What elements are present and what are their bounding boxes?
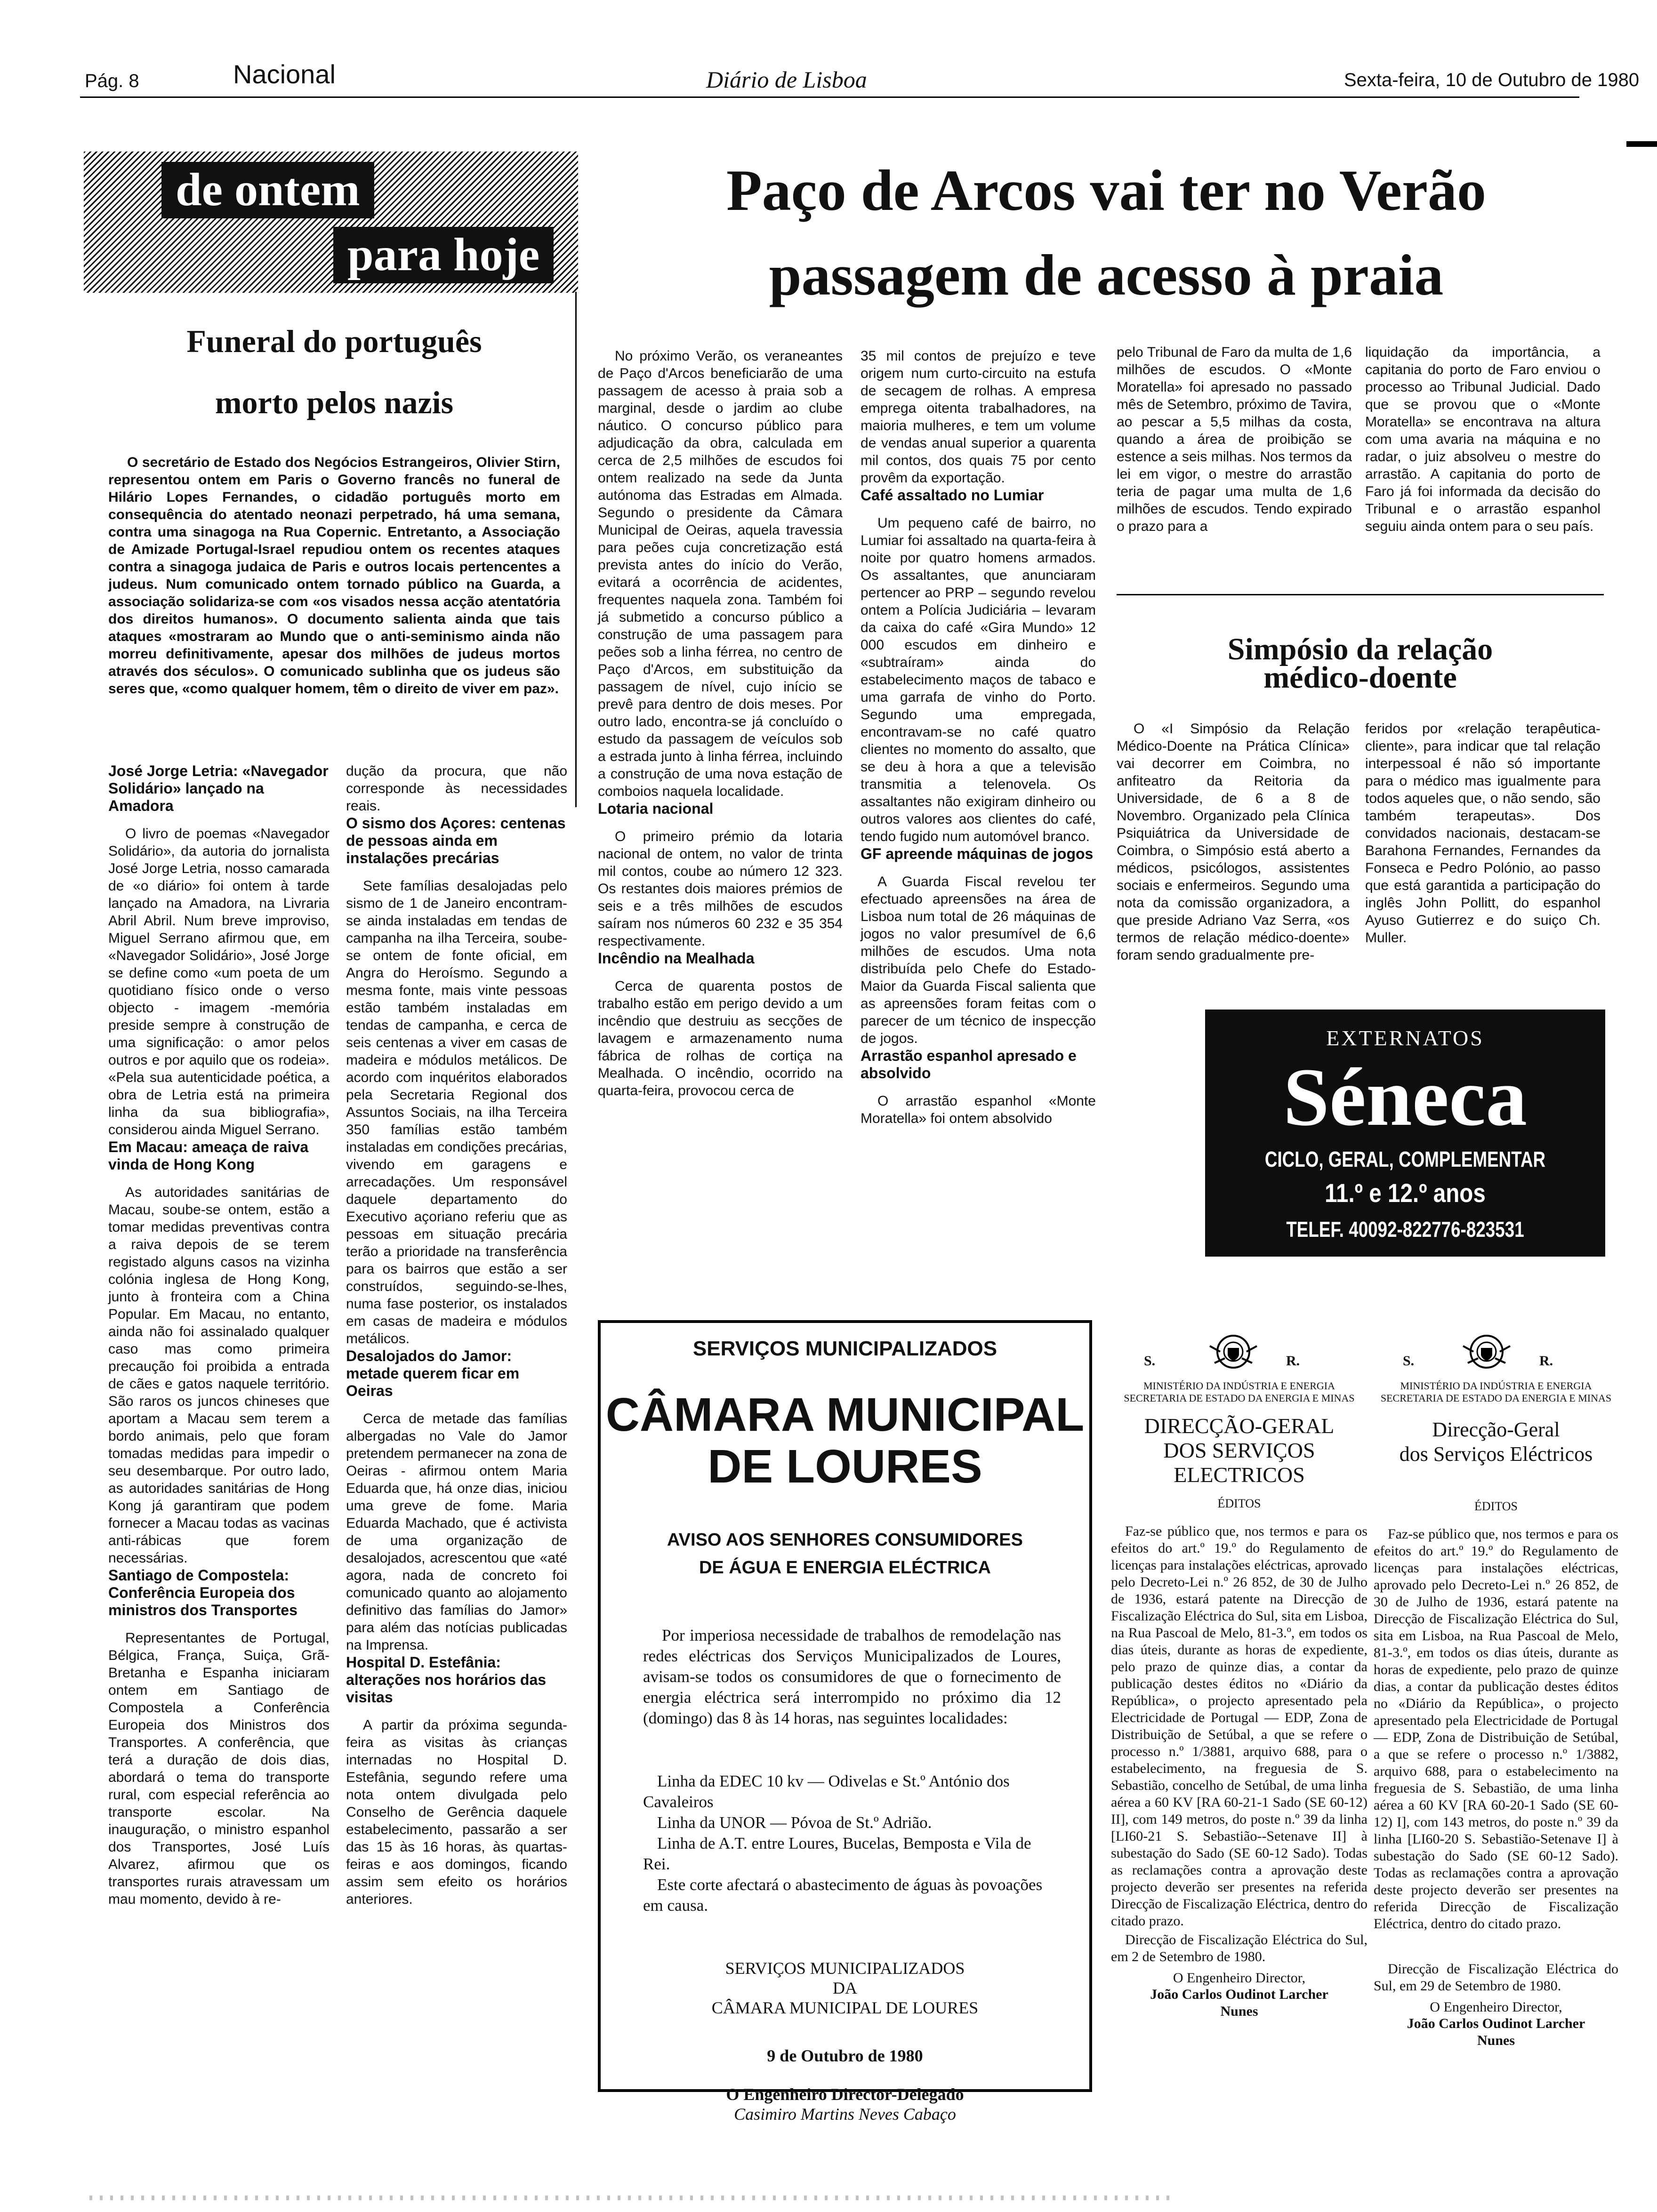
margin-mark [1626,141,1657,147]
loures-aviso1: AVISO AOS SENHORES CONSUMIDORES [667,1530,1023,1550]
edital-min1: MINISTÉRIO DA INDÚSTRIA E ENERGIA [1400,1380,1592,1392]
seneca-l2: Séneca [1283,1051,1528,1143]
article [598,347,843,800]
lead-title2: passagem de acesso à praia [769,243,1444,307]
article-headline: Desalojados do Jamor: metade querem ficar em Oeiras [346,1347,520,1399]
article [108,1138,330,1567]
loures-name: Casimiro Martins Neves Cabaço [734,2105,956,2124]
header-rule [80,96,1579,98]
simposio-title1: Simpósio da relação [1227,632,1493,666]
article-body: A Guarda Fiscal revelou ter efectuado apreensões na área de Lisboa num total de 26 máquinas de jogos no valor presumível de 6,6 milhões de escudos. Uma nota distribuída pelo Chefe do Estado-Maior da Guarda Fiscal salienta que as apreensões foram feitas com o parecer de um técnico de inspecção de jogos. [861,874,1096,1046]
edital-r: R. [1286,1353,1300,1369]
simposio-title2: médico-doente [1263,660,1457,695]
edital-body: Faz-se público que, nos termos e para os efeitos do art.º 19.º do Regulamento de licenças para instalações eléctricas, aprovado pelo Decreto-Lei n.º 26 852, de 30 de Julho de 1936, estará patente na Direcção de Fiscalização Eléctrica do Sul, sita em Lisboa, na Rua Pascoal de Melo, 81-3.º, em todos os dias úteis, durante as horas de expediente, pelo prazo de quinze dias, a contar da publicação destes éditos no «Diário da República», o projecto apresentado pela Electricidade de Portugal — EDP, Zona de Distribuição de Setúbal, a que se refere o processo n.º 1/3881, arquivo 688, para o estabelecimento, na freguesia de S. Sebastião, concelho de Setúbal, de uma linha aérea a 60 KV [RA 60-21-1 Sado (SE 60-12) II], com 149 metros, do poste n.º 39 da linha [LI60-21 S. Sebastião--Setenave II] à subestação do Sado (SE 60-12 Sado). Todas as reclamações contra a aprovação deste projecto deverão ser presentes na referida Direcção de Fiscalização Eléctrica, dentro do citado prazo. [1111,1523,1367,1929]
column-1 [108,762,330,1908]
loures-sig1: SERVIÇOS MUNICIPALIZADOS [725,1959,965,1978]
scan-edge [89,2196,1172,2200]
column-2 [346,762,567,1908]
edital-t3: ELECTRICOS [1174,1463,1305,1487]
loures-date: 9 de Outubro de 1980 [767,2046,923,2065]
article-body: O primeiro prémio da lotaria nacional de ontem, no valor de trinta mil contos, coube ao número 12 323. Os restantes dois maiores prémios de seis e a três milhões de escudos saíram nos números 60 232 e 35 354 respectivamente. [598,829,843,949]
column-6-top: liquidação da importância, a capitania do porto de Faro enviou o processo ao Tribunal Judicial. Dado que se provou que o «Monte Moratella» se encontrava na altura com uma avaria na máquina e no radar, o juiz absolveu o mestre do arrastão. A capitania do porto de Faro já foi informada da decisão do Tribunal e o arrastão espanhol seguiu ainda ontem para o seu país. [1365,345,1601,534]
lead-title1: Paço de Arcos vai ter no Verão [726,158,1487,223]
funeral-article [108,320,560,697]
loures-sig2: DA [833,1979,857,1997]
masthead: Diário de Lisboa [706,66,867,93]
edital-name: João Carlos Oudinot Larcher Nunes [1407,2016,1585,2048]
column-4 [861,347,1096,1127]
article-body: Cerca de metade das famílias albergadas no Vale do Jamor pretendem permanecer na zona de Oeiras - afirmou ontem Maria Eduarda que, há onze dias, iniciou uma greve de fome. Maria Eduarda Machado, que é activista de uma organização de desalojados, acrescentou que «até agora, nada de concreto foi comunicado quanto ao alojamento definitivo das famílias do Jamor» para além das notícias publicadas na Imprensa. [346,1411,567,1653]
edital-t1: DIRECÇÃO-GERAL [1144,1414,1335,1438]
edital-min2: SECRETARIA DE ESTADO DA ENERGIA E MINAS [1124,1392,1355,1404]
edital-role: O Engenheiro Director, [1173,1970,1306,1986]
loures-top: SERVIÇOS MUNICIPALIZADOS [692,1337,997,1360]
loures-line: Linha da EDEC 10 kv — Odivelas e St.º António dos Cavaleiros [643,1772,1010,1811]
article-headline: GF apreende máquinas de jogos [861,845,1094,862]
kicker-box [84,152,578,293]
edital-t2: dos Serviços Eléctricos [1399,1443,1593,1466]
article-headline: Incêndio na Mealhada [598,950,755,967]
edital-editos: ÉDITOS [1474,1499,1518,1513]
column-5-top: pelo Tribunal de Faro da multa de 1,6 milhões de escudos. O «Monte Moratella» foi apresado no passado mês de Setembro, próximo de Tavira, ao pescar a 5,5 milhas da costa, quando a área de proibição se estence a seis milhas. Nos termos da lei em vigor, o mestre do arrastão teria de pagar uma multa de 1,6 milhões de escudos. Tendo expirado o prazo para a [1117,345,1352,534]
loures-title1: CÂMARA MUNICIPAL [605,1388,1085,1441]
kicker-line1: de ontem [161,162,374,218]
section-name: Nacional [233,59,336,89]
article [346,1347,567,1654]
loures-aviso2: DE ÁGUA E ENERGIA ELÉCTRICA [699,1558,991,1578]
simposio-right: feridos por «relação terapêutica-cliente», para indicar que tal relação interpessoal é não só importante para o médico mas igualmente para todos aqueles que, o não sendo, são também terapeutas». Dos convidados nacionais, destacam-se Barahona Fernandes, Fernandes da Fonseca e Pedro Polónio, ao passo que está garantida a participação do inglês John Pollitt, do espanhol Ayuso Gutierrez e do suiço Ch. Muller. [1365,721,1601,946]
article [346,762,567,815]
article-headline: José Jorge Letria: «Navegador Solidário» lançado na Amadora [108,762,329,814]
article-body: 35 mil contos de prejuízo e teve origem num curto-circuito na estufa de secagem de rolhas. A empresa emprega oitenta trabalhadores, na maioria mulheres, e tem um volume de vendas anual superior a quarenta mil contos, dos quais 75 por cento provêm da exportação. [861,348,1096,486]
article-body: A partir da próxima segunda-feira as visitas às crianças internadas no Hospital D. Estefânia, segundo refere uma nota ontem divulgada pelo Conselho de Gerência daquele estabelecimento, passarão a ser das 15 às 16 horas, às quartas-feiras e aos domingos, ficando assim sem efeito os horários anteriores. [346,1717,567,1907]
issue-date: Sexta-feira, 10 de Outubro de 1980 [1344,70,1640,90]
article-body: No próximo Verão, os veraneantes de Paço d'Arcos beneficiarão de uma passagem de acesso à praia sob a marginal, desde o jardim ao clube náutico. O concurso público para adjudicação da obra, calculada em cerca de 2,5 milhões de escudos foi ontem realizado na sede da Junta autónoma das Estradas em Almada. Segundo o presidente da Câmara Municipal de Oeiras, aquela travessia para peões cuja concretização está prevista antes do início do Verão, evitará a ocorrência de acidentes, frequentes naquela zona. Também foi já submetido a concurso público a construção de uma passagem para peões sob a linha férrea, no centro de Paço d'Arcos, em substituição da passagem de nível, cujo início se prevê para dentro de dois meses. Por outro lado, encontra-se já concluído o estudo da passagem de veículos sob a estrada junto à linha férrea, incluindo a construção de uma nova estação de comboios naquela localidade. [598,348,843,799]
edital-2 [1374,1327,1618,2049]
article-body: Representantes de Portugal, Bélgica, França, Suiça, Grã-Bretanha e Espanha iniciaram ontem em Santiago de Compostela a Conferência Europeia dos Ministros dos Transportes. A conferência, que terá a duração de dois dias, abordará o tema do transporte rural, com especial referência ao transporte escolar. Na inauguração, o ministro espanhol dos Transportes, José Luís Alvarez, afirmou que os transportes rurais atravessam um mau momento, devido à re- [108,1630,330,1907]
edital-t2: DOS SERVIÇOS [1163,1438,1315,1462]
edital-name: João Carlos Oudinot Larcher Nunes [1150,1987,1328,2019]
article [346,815,567,1347]
seneca-l5: TELEF. 40092-822776-823531 [1286,1217,1524,1242]
funeral-title2: morto pelos nazis [215,385,454,420]
article [108,762,330,1138]
article-body: O arrastão espanhol «Monte Moratella» foi ontem absolvido [861,1093,1096,1126]
loures-lines [643,1771,1061,1916]
article-headline: Hospital D. Estefânia: alterações nos horários das visitas [346,1654,547,1706]
edital-s: S. [1403,1353,1415,1369]
kicker-line2: para hoje [333,227,554,283]
seneca-ad [1205,1010,1605,1257]
article [108,1567,330,1908]
seneca-l1: EXTERNATOS [1326,1026,1484,1050]
article-headline: Lotaria nacional [598,800,714,817]
edital-editos: ÉDITOS [1217,1497,1261,1510]
simposio-rule [1117,594,1604,595]
article-body: Sete famílias desalojadas pelo sismo de 1 de Janeiro encontram-se ainda instaladas em tendas de campanha na ilha Terceira, soube-se ontem de fonte oficial, em Angra do Heroísmo. Segundo a mesma fonte, mais vinte pessoas estão também instaladas em tendas de campanha, e cerca de seis centenas a viver em casas de madeira e módulos metálicos. De acordo com inquéritos elaborados pela Secretaria Regional dos Assuntos Sociais, na ilha Terceira 350 famílias estão também instaladas em condições precárias, vivendo em garagens e arrecadações. Um responsável daquele departamento do Executivo açoriano referiu que as pessoas em situação precária terão a prioridade na transferência para os bairros que estão a ser construídos, seguindo-se-lhes, numa fase posterior, os instalados em casas de madeira e módulos metálicos. [346,878,567,1346]
edital-role: O Engenheiro Director, [1430,1999,1562,2015]
article-headline: Em Macau: ameaça de raiva vinda de Hong Kong [108,1138,309,1173]
loures-role: O Engenheiro Director-Delegado [726,2085,964,2104]
article-headline: Santiago de Compostela: Conferência Europeia dos ministros dos Transportes [108,1567,298,1619]
edital-1 [1111,1327,1367,2020]
loures-note: Este corte afectará o abastecimento de águas às povoações em causa. [643,1875,1043,1915]
page-number: Pág. 8 [85,71,139,91]
simposio-left: O «I Simpósio da Relação Médico-Doente na Prática Clínica» vai decorrer em Coimbra, no anfiteatro da Reitoria da Universidade, de 6 a 8 de Novembro. Organizado pela Clínica Psiquiátrica da Universidade de Coimbra, o Simpósio está aberto a médicos, psicólogos, assistentes sociais e enfermeiros. Segundo uma nota da comissão organizadora, a que preside Adriano Vaz Serra, «os termos de relação médico-doente» foram sendo gradualmente pre- [1117,721,1350,963]
edital-min1: MINISTÉRIO DA INDÚSTRIA E ENERGIA [1143,1380,1335,1392]
edital-min2: SECRETARIA DE ESTADO DA ENERGIA E MINAS [1380,1392,1612,1404]
article [598,800,843,950]
seneca-l4: 11.º e 12.º anos [1325,1178,1486,1208]
article [861,347,1096,487]
loures-ad [598,1320,1092,2124]
column-3 [598,347,843,1099]
edital-body: Faz-se público que, nos termos e para os efeitos do art.º 19.º do Regulamento de licenças para instalações eléctricas, aprovado pelo Decreto-Lei n.º 26 852, de 30 de Julho de 1936, estará patente na Direcção de Fiscalização Eléctrica do Sul, sita em Lisboa, na Rua Pascoal de Melo, 81-3.º, em todos os dias úteis, durante as horas de expediente, pelo prazo de quinze dias, a contar da publicação destes éditos no «Diário da República», o projecto apresentado pela Electricidade de Portugal — EDP, Zona de Distribuição de Setúbal, a que se refere o processo n.º 1/3882, arquivo 688, para o estabelecimento na freguesia de S. Sebastião, de uma linha aérea a 60 KV [RA 60-20-1 Sado (SE 60-12) I], com 143 metros, do poste n.º 39 da linha [LI60-20 S. Sebastião-Setenave I] à subestação do Sado (SE 60-12 Sado). Todas as reclamações contra a aprovação deste projecto deverão ser presentes na referida Direcção de Fiscalização Eléctrica, dentro do citado prazo. [1374,1526,1618,1931]
coat-of-arms-icon [1200,1327,1266,1374]
loures-body: Por imperiosa necessidade de trabalhos de remodelação nas redes eléctricas dos Serviços Municipalizados de Loures, avisam-se todos os consumidores de que o fornecimento de energia eléctrica será interrompido no próximo dia 12 (domingo) das 8 às 14 horas, nas seguintes localidades: [643,1626,1061,1727]
article [861,845,1096,1047]
article [861,1047,1096,1127]
loures-line: Linha de A.T. entre Loures, Bucelas, Bemposta e Vila de Rei. [643,1834,1031,1873]
seneca-l3: CICLO, GERAL, COMPLEMENTAR [1264,1147,1546,1171]
article-headline: Arrastão espanhol apresado e absolvido [861,1047,1077,1082]
edital-s: S. [1144,1353,1156,1369]
loures-title2: DE LOURES [708,1440,982,1493]
article [861,487,1096,845]
article-body: Cerca de quarenta postos de trabalho estão em perigo devido a um incêndio que destruiu as secções de lavagem e armazenamento numa fábrica de rolhas de cortiça na Mealhada. O incêndio, ocorrido na quarta-feira, provocou cerca de [598,978,843,1098]
article-body: dução da procura, que não corresponde às necessidades reais. [346,763,567,814]
article [346,1654,567,1908]
edital-seal-row [1374,1327,1618,1374]
edital-r: R. [1539,1353,1553,1369]
article-body: Um pequeno café de bairro, no Lumiar foi assaltado na quarta-feira à noite por quatro homens armados. Os assaltantes, que anunciaram pertencer ao PRP – segundo revelou ontem a Polícia Judiciária – levaram da caixa do café «Gira Mundo» 12 000 escudos em dinheiro e «subtraíram» ainda do estabelecimento maços de tabaco e uma garrafa de vinho do Porto. Segundo uma empregada, encontravam-se no café quatro clientes no momento do assalto, que se deu à hora a que a televisão transmitia a telenovela. Os assaltantes não exigiram dinheiro ou outros valores aos clientes do café, tendo fugido num automóvel branco. [861,515,1096,844]
edital-t1: Direcção-Geral [1432,1418,1560,1441]
article-headline: Café assaltado no Lumiar [861,487,1044,504]
coat-of-arms-icon [1454,1327,1520,1374]
loures-sig3: CÂMARA MUNICIPAL DE LOURES [711,1998,979,2017]
article-headline: O sismo dos Açores: centenas de pessoas ainda em instalações precárias [346,815,566,866]
article-body: As autoridades sanitárias de Macau, soube-se ontem, estão a tomar medidas preventivas contra a raiva depois de se terem registado alguns casos na vizinha colónia inglesa de Hong Kong, junto à fronteira com a China Popular. Em Macau, no entanto, ainda não foi assinalado qualquer caso mas como primeira precaução foi proibida a entrada de cães e gatos naquele território. São raros os juncos chineses que aportam a Macau sem terem a bordo animais, pelo que foram tomadas medidas para impedir o seu desembarque. Por outro lado, as autoridades sanitárias de Hong Kong já garantiram que podem fornecer a Macau todas as vacinas anti-rábicas que forem necessárias. [108,1185,330,1566]
edital-seal-row [1111,1327,1367,1374]
funeral-title1: Funeral do português [186,323,482,359]
loures-line: Linha da UNOR — Póvoa de St.º Adrião. [657,1813,932,1832]
article [598,950,843,1099]
edital-foot: Direcção de Fiscalização Eléctrica do Sul, em 2 de Setembro de 1980. [1111,1932,1367,1964]
kicker-rule [575,292,577,807]
article-body: O livro de poemas «Navegador Solidário», da autoria do jornalista José Jorge Letria, nosso camarada de «o diário» foi ontem à tarde lançado na Amadora, na Livraria Abril Abril. Num breve improviso, Miguel Serrano afirmou que, em «Navegador Solidário», José Jorge se define como «um poeta de um quotidiano físico onde o verso objecto - imagem -memória preside sempre à construção de uma significação: o amor pelos outros e por aquilo que os rodeia». «Pela sua autenticidade poética, a obra de Letria está na primeira linha da sua bibliografia», considerou ainda Miguel Serrano. [108,826,330,1138]
funeral-body: O secretário de Estado dos Negócios Estrangeiros, Olivier Stirn, representou ontem em Paris o Governo francês no funeral de Hilário Lopes Fernandes, o cidadão português morto em consequência do atentado neonazi perpetrado, há uma semana, contra uma sinagoga na Rua Copernic. Entretanto, a Associação de Amizade Portugal-Israel repudiou ontem os recentes ataques contra a sinagoga judaica de Paris e outros locais pertencentes a judeus. Num comunicado ontem tornado público na Guarda, a associação solidariza-se com «os visados nessa acção atentatória dos direitos humanos». O documento salienta ainda que tais ataques «mostraram ao Mundo que o anti-seminismo ainda não morreu definitivamente, apesar dos milhões de judeus mortos através dos séculos». O comunicado sublinha que os judeus são seres que, «como qualquer homem, têm o direito de viver em paz». [108,455,560,697]
edital-foot: Direcção de Fiscalização Eléctrica do Sul, em 29 de Setembro de 1980. [1374,1961,1618,1994]
